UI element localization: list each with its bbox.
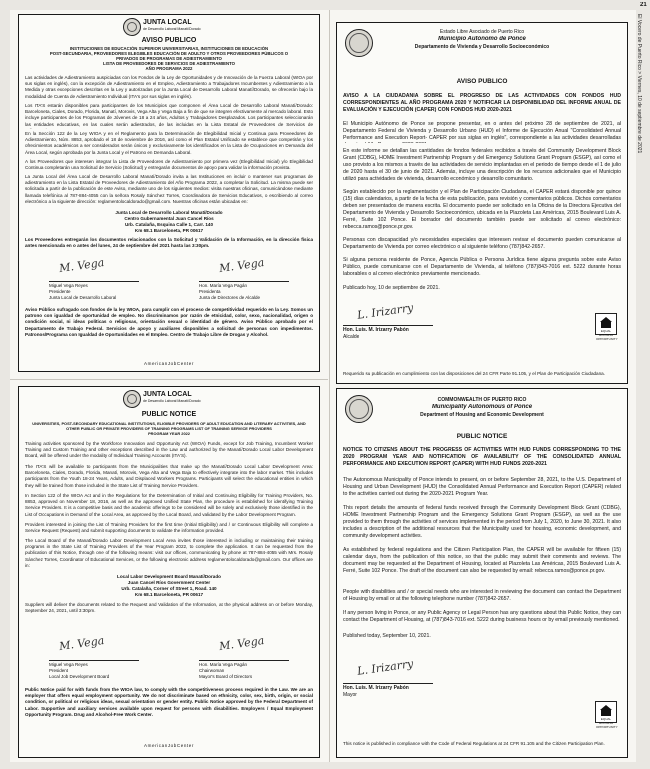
american-job-center-logo: AmericanJobCenter <box>144 361 194 366</box>
compliance-note: Requerido su publicación en cumplimiento con las disposiciones del 24 CFR Parte 91.105, y el Plan de Participación Ciudadana. <box>343 371 605 376</box>
signer-name: Hon. Luis. M. Irizarry Pabón <box>343 327 409 333</box>
signature-line <box>343 683 433 684</box>
subtitle-line: INSTITUCIONES DE EDUCACIÓN SUPERIOR UNIVERSITARIAS, INSTITUCIONES DE EDUCACIÓN <box>69 46 269 51</box>
subtitle-line: OTHER PUBLIC OR PRIVATE PROVIDERS OF TRAINING PROGRAMS LIST OF TRAINING SERVICE PROVIDERS <box>66 426 272 431</box>
signature-mayor: M. Vega <box>218 255 265 276</box>
junta-local-seal-icon <box>123 18 141 36</box>
signer-role: Alcalde <box>343 334 360 340</box>
equal-housing-icon <box>595 313 618 341</box>
deadline: Los Proveedores entregarán los documentos relacionados con la Solicitud y Validación de la Información, en la dirección física antes mencionada en o antes del lunes, 24 de septiembre del 2021 hasta las 3:30pm. <box>25 237 313 249</box>
subtitle-line: AÑO PROGRAMA 2022 <box>145 66 193 71</box>
paragraph: The ITA'S will be available to participants from the Municipalities that make up the Manatí/Dorado Local Labor Development Area: Barceloneta, Ciales, Dorado, Florida, Manatí, Morovis, Vega Alta and Vega Baja to effectively integrate into the labor market. This includes participants from the Youth 18-24 Years, Adults, and Displaced Workers Programs. Participants will select the educational entities in which they will be trained from those included in the State List of Training Service Providers. <box>25 464 313 488</box>
notice-title: AVISO PÚBLICO <box>456 78 508 85</box>
ad-ponce-notice <box>336 388 628 758</box>
header-line: Department of Housing and Economic Development <box>420 412 544 418</box>
paragraph: En este informe se detallan las cantidades de fondos federales recibidos a través del Community Development Block Grant (CDBG), HOME Investment Partnership Program y del Emergency Solutions Grant Program (ESGP), así como el uso provisto a los mismos a través de las actividades de servicio implantadas en el periodo de tiempo desde el 1 de julio de 2020 hasta el 30 de junio de 2021. Además, incluye una descripción de los recursos adicionales que el Municipio utilizó para actividades de vivienda, desarrollo económico y desarrollo comunitario. <box>343 148 621 182</box>
signer-role: Presidenta <box>199 289 221 294</box>
signature-line <box>49 281 139 282</box>
paragraph: The Autonomous Municipality of Ponce intends to present, on or before September 28, 2021, to the U.S. Department of Housing and Urban Development (HUD) the Consolidated Annual Performance and Execution Report (CAPER) related to the activities carried out during the 2020-2021 Program Year. <box>343 477 621 497</box>
paragraph: Providers interested in joining the List of Training Providers for the first time (Initial Eligibility) and / or Continuous Eligibility will complete a Service Request (Request) and submit supporting documents to validate the information provided. <box>25 522 313 534</box>
paragraph: This report details the amounts of federal funds received through the Community Development Block Grant (CDBG), HOME Investment Partnership Program and the Emergency Solutions Grant Program (ESGP), as well as the use provided to them through the activities of services implemented in the period from July 1, 2020, to June 30, 2021. It also includes a description of the additional resources that the Municipality used for housing, economic development, and community development activities. <box>343 505 621 539</box>
signature-mayor: L. Irizarry <box>356 657 415 678</box>
page-number: 21 <box>640 2 647 8</box>
header-line: COMMONWEALTH OF PUERTO RICO <box>437 397 527 403</box>
paragraph: Training activities sponsored by the Workforce Innovation and Opportunity Act (WIOA) Funds, except for Job Training, Incumbent Worker Training and Custom Training and other exceptions described in the Law and authorized by the Manatí/Dorado Local Labor Development Board, will be offered under the modality of Individual Training Accounts (ITA'S). <box>25 441 313 459</box>
signer-role: Chairwoman <box>199 668 225 673</box>
address-line: Junta Local de Desarrollo Laboral Manatí/Dorado <box>115 210 223 215</box>
paragraph: Los ITA'S estarán disponibles para participantes de los Municipios que componen el Área Local de Desarrollo Laboral Manatí/Dorado: Barceloneta, Ciales, Dorado, Florida, Manatí, Morovis, Vega Alta y Vega Baja a fin de que se integren efectivamente al mercado laboral. Esto incluye participantes de los Programas de Jóvenes de 18 a 24 años, Adultos y Trabajadores Desplazados. Los participantes seleccionarán las entidades educativas, en las cuales serán adiestrados, de las incluidas en la Lista Estatal de Proveedores de Servicios de <box>25 103 313 127</box>
paragraph: A los Proveedores que interesen integrar la Lista de Proveedores de Adiestramiento por primera vez (Elegibilidad Inicial) y/o Elegibilidad Continua completarán una Solicitud de Servicio (Solicitud) y entregarán documentos de apoyo para validar la información provista. <box>25 159 313 171</box>
ad-junta-local-es <box>18 14 320 372</box>
header-line: Municipio Autónomo de Ponce <box>438 36 526 42</box>
notice-subtitle: NOTICE TO CITIZENS ABOUT THE PROGRESS OF ACTIVITIES WITH HUD FUNDS CORRESPONDING TO THE 2020 PROGRAM YEAR AND NOTIFICATION OF AVAILABILITY OF THE CONSOLIDATED ANNUAL PERFORMANCE AND EXECUTION REPORT (CAPER) WITH HUD FUNDS 2020-2021 <box>343 447 621 467</box>
footer-disclaimer: Aviso Público sufragado con fondos de la ley WIOA, para cumplir con el proceso de competitividad requerido en la Ley. Somos un patrono con igualdad de oportunidad de empleo. No discriminamos por razón de etnicidad, color, sexo, nacionalidad, origen o condición social, ni ideas políticas o religiosas, orientación sexual o identidad de género. Aviso Público aprobado por el Departamento de Trabajo Federal. Servicios de apoyo y auxiliares disponibles a solicitud de personas con impedimentos. Patronos/Programa con Igualdad de Oportunidades en el Empleo. Centro de Trabajo Libre de Drogas y Alcohol. <box>25 307 313 337</box>
signer-name: Hon. Luis. M. Irizarry Pabón <box>343 685 409 691</box>
newspaper-page <box>10 10 636 762</box>
signer-role: Mayor's Board of Directors <box>199 674 253 679</box>
signature-president: M. Vega <box>58 255 105 276</box>
signer-role: Mayor <box>343 692 357 698</box>
address-line: Local Labor Development Board Manatí/Dorado <box>117 574 221 579</box>
address-line: Juan Cancel Ríos Government Center <box>127 580 211 585</box>
paragraph: The Local Board of the Manatí/Dorado Labor Development Local Area invites those interested in including or maintaining their training programs in the State List of Training Providers of the Year Program 2022, to complete the application. It can be requested from the publication of this Notice, through one of the following means: visit our offices, communicating by phone at 787-884-4055 with Mrs. Rosaly Sánchez Torres, Coordinator of Educational Services, or the following electronic address reglamentolocaldorado@gmail.com. Our offices are in: <box>25 538 313 568</box>
signature-line <box>343 325 433 326</box>
signer-role: Presidente <box>49 289 71 294</box>
junta-local-seal-icon <box>123 390 141 408</box>
signer-role: President <box>49 668 69 673</box>
address-line: Km 68.1 Barceloneta, PR 00617 <box>134 592 204 597</box>
signer-role: Junta Local de Desarrollo Laboral <box>49 295 117 300</box>
header-line: Municipality Autonomous of Ponce <box>431 404 533 410</box>
equal-housing-label: EQUAL HOUSING OPPORTUNITY <box>596 329 618 341</box>
org-name: JUNTA LOCAL <box>143 19 192 26</box>
compliance-note: This notice is published in compliance with the Code of Federal Regulations at 24 CFR 91.105 and the Citizen Participation Plan. <box>343 741 605 746</box>
published-date: Publicado hoy, 10 de septiembre de 2021. <box>343 285 440 291</box>
equal-housing-icon <box>595 701 618 729</box>
signer-name: Hon. María Vega Pagán <box>199 662 248 667</box>
paragraph: En la Sección 122 de la Ley WIOA y en el Reglamento para la Determinación de Elegibilidad Inicial y Continua para Proveedores de Adiestramiento, Núm. 8853, aprobado el 18 de noviembre de 2016, así como el Plan Estatal Unificado se establece que competirán y los ofrecimientos académicos a ser considerados serán únicos y exclusivamente los identificados en la Lista de Ocupaciones en Demanda del Área Local, según aprobada por la Junta Local y el Patrono en Demanda Laboral. <box>25 131 313 155</box>
paragraph: Según establecido por la reglamentación y el Plan de Participación Ciudadana, el CAPER estará disponible por quince (15) días calendarios, a partir de la fecha de esta publicación, para revisión y comentarios públicos. Dichos comentarios deben ser presentados de manera escrita. El documento puede ser solicitado en la Oficina de la Directora Ejecutiva del Departamento de Vivienda y Desarrollo Socioeconómico, ubicada en la Plazoleta Las Américas, 2015 Boulevard Luis A. Ferré, Suite 102 Ponce. El borrador del documento también puede ser solicitado al correo electrónico: rebecca.ramos@ponce.pr.gov. <box>343 189 621 230</box>
ad-junta-local-en <box>18 386 320 758</box>
paragraph: If any person living in Ponce, or any Public Agency or Legal Person has any questions about this Public Notice, they can contact the Department of Housing, at (787)843-7016 ext. 5222 during business hours or by email previously mentioned. <box>343 610 621 623</box>
signature-line <box>199 660 289 661</box>
signer-name: Miguel Vega Reyes <box>49 283 88 288</box>
notice-title: AVISO PÚBLICO <box>141 37 197 44</box>
deadline: Suppliers will deliver the documents related to the Request and Validation of the Information, at the physical address on or before Monday, September 24, 2021, until 3:30pm. <box>25 602 313 614</box>
signature-president: M. Vega <box>58 633 105 654</box>
paragraph: La Junta Local del Área Local de Desarrollo Laboral Manatí/Dorado invita a las Instituciones en incluir o mantener sus programas de adiestramiento en la Lista Estatal de Proveedores de Adiestramiento del Año Programa 2022, a completar la Solicitud. La misma puede ser solicitada a partir de la publicación de este Aviso, mediante uno de los siguientes medios: visita nuestras oficinas, comunicándose mediante llamada telefónica al 787-884-4055 con la señora Rosaly Sánchez Torres, Coordinadora de Servicios Educativos, o escribiendo al correo electrónico a la siguiente dirección: reglamentolocaldorado@gmail.com. Nuestras oficinas están ubicadas en: <box>25 174 313 204</box>
signer-role: Local Job Development Board <box>49 674 110 679</box>
org-name: JUNTA LOCAL <box>143 391 192 398</box>
paragraph: El Municipio Autónomo de Ponce se propone presentar, en o antes del próximo 28 de septiembre de 2021, al Departamento Federal de Vivienda y Desarrollo Urbano (HUD) el Informe de Ejecución Anual "Consolidated Annual Performance and Execution Report- CAPER por sus siglas en inglés", correspondiente a las actividades desarrolladas <box>343 121 621 141</box>
subtitle-line: PRIVADOS DE PROGRAMAS DE ADIESTRAMIENTO <box>116 56 222 61</box>
paragraph: Las actividades de Adiestramiento auspiciadas con los Fondos de la Ley de Oportunidades y de Innovación de la Fuerza Laboral (WIOA por sus siglas en inglés), con la excepción de Adiestramiento en el Empleo, Adiestramiento a Trabajadores Incumbentes y Adiestramiento a la Medida y otras excepciones descritas en la Ley y autorizadas por la Junta Local de Desarrollo Laboral Manatí/Dorado, se ofrecerán bajo la modalidad de Cuenta de Adiestramiento Individual (ITA's por sus siglas en inglés). <box>25 75 313 99</box>
paragraph: Si alguna persona residente de Ponce, Agencia Pública o Persona Jurídica tiene alguna pregunta sobre este Aviso Público, puede comunicarse con el Departamento de Vivienda, al teléfono (787)843-7016 ext. 5222 durante horas laborables o al correo electrónico previamente mencionado. <box>343 257 621 277</box>
signature-mayor: M. Vega <box>218 633 265 654</box>
equal-housing-label: EQUAL HOUSING OPPORTUNITY <box>596 717 618 729</box>
org-sub: de Desarrollo Laboral Manatí/Dorado <box>143 27 201 31</box>
signature-mayor: L. Irizarry <box>356 301 415 322</box>
address-line: Km 68.1 Barceloneta, PR 00617 <box>134 228 204 233</box>
paragraph: People with disabilities and / or special needs who are interested in reviewing the document can contact the Department of Housing by email or at the following telephone number (787)842-2657. <box>343 589 621 602</box>
signer-name: Hon. María Vega Pagán <box>199 283 248 288</box>
notice-subtitle: AVISO A LA CIUDADANÍA SOBRE EL PROGRESO DE LAS ACTIVIDADES CON FONDOS HUD CORRESPONDIENTES AL AÑO PROGRAMA 2020 Y NOTIFICAR LA DISPONIBILIDAD DEL INFORME ANUAL DE EVALUACIÓN Y EJECUCIÓN (CAPER) CON FONDOS HUD 2020-2021 <box>343 93 621 113</box>
notice-title: PUBLIC NOTICE <box>141 411 197 418</box>
signature-line <box>49 660 139 661</box>
address-line: Urb. Catalaña, Corner of Street 1, Road. 140 <box>121 586 217 591</box>
american-job-center-logo: AmericanJobCenter <box>144 743 194 748</box>
signature-line <box>199 281 289 282</box>
address-line: Urb. Catalaña, Esquina Calle 1, Carr. 140 <box>124 222 214 227</box>
org-sub: de Desarrollo Laboral Manatí/Dorado <box>143 399 201 403</box>
footer-disclaimer: Public Notice paid for with funds from the WIOA law, to comply with the competitiveness process required in the Law. We are an employer that offers equal employment opportunity. We do not discriminate based on ethnicity, color, sex, birth, origin, or social condition, or political or religious ideas, sexual orientation or gender entity. Public Notice approved by the Federal Department of Labor. Supportive and auxiliary services available upon request for persons with disabilities. Employers / Equal Employment Opportunity Program. Drug and Alcohol-Free Work Center. <box>25 687 313 717</box>
paragraph: Personas con discapacidad y/o necesidades especiales que interesen revisar el documento pueden comunicarse al Departamento de Vivienda por correo electrónico o al siguiente teléfono (787)842-2657. <box>343 237 621 250</box>
left-divider <box>10 379 328 380</box>
paragraph: In Section 122 of the WIOA Act and in the Regulations for the Determination of Initial and Continuing Eligibility for Training Providers, No. 8853, approved on November 18, 2016, as well as the approved Unified State Plan, the procedure is established for identifying Training Service Providers. It is a competitive basis and the academic offerings to be considered will be solely and exclusively those identified in the List of Occupations in Demand of the Local Area, as approved by the Local Board, and validated by the Labor Development Program. <box>25 493 313 517</box>
ad-ponce-aviso <box>336 22 628 384</box>
signer-name: Miguel Vega Reyes <box>49 662 88 667</box>
subtitle-line: PROGRAM YEAR 2022 <box>148 431 190 436</box>
published-date: Published today, September 10, 2021. <box>343 633 431 639</box>
signer-role: Junta de Directores de Alcalde <box>199 295 261 300</box>
subtitle-line: LISTA DE PROVEEDORES DE SERVICIOS DE ADIESTRAMIENTO <box>103 61 235 66</box>
edge-running-head: El Vocero de Puerto Rico > Viernes, 10 de septiembre de 2021 <box>636 14 642 154</box>
subtitle-line: POST-SECUNDARIA, PROVEEDORES ELEGIBLES EDUCACIÓN DE ADULTO Y OTROS PROVEEDORES PÚBLICOS O <box>49 51 289 56</box>
paragraph: As established by federal regulations and the Citizen Participation Plan, the CAPER will be available for fifteen (15) calendar days, from the publication of this notice, so that the public may submit their comments and reviews. The document may be requested at the Department of Housing, located at Plazoleta Las Américas, 2015 Boulevard Luis A. Ferré, Suite 102 Ponce. The draft of the document can also be requested by email: rebecca.ramos@ponce.pr.gov. <box>343 547 621 574</box>
header-line: Estado Libre Asociado de Puerto Rico <box>439 29 525 35</box>
header-line: Departamento de Vivienda y Desarrollo Socioeconómico <box>414 44 550 50</box>
address-line: Centro Gubernamental Juan Cancel Ríos <box>124 216 214 221</box>
subtitle-line: UNIVERSITIES, POST-SECONDARY EDUCATIONAL INSTITUTIONS, ELIGIBLE PROVIDERS OF ADULT EDUCATION AND LITERARY ACTIVITIES, AND <box>32 421 306 426</box>
notice-title: PUBLIC NOTICE <box>456 433 508 440</box>
column-divider <box>329 10 330 762</box>
